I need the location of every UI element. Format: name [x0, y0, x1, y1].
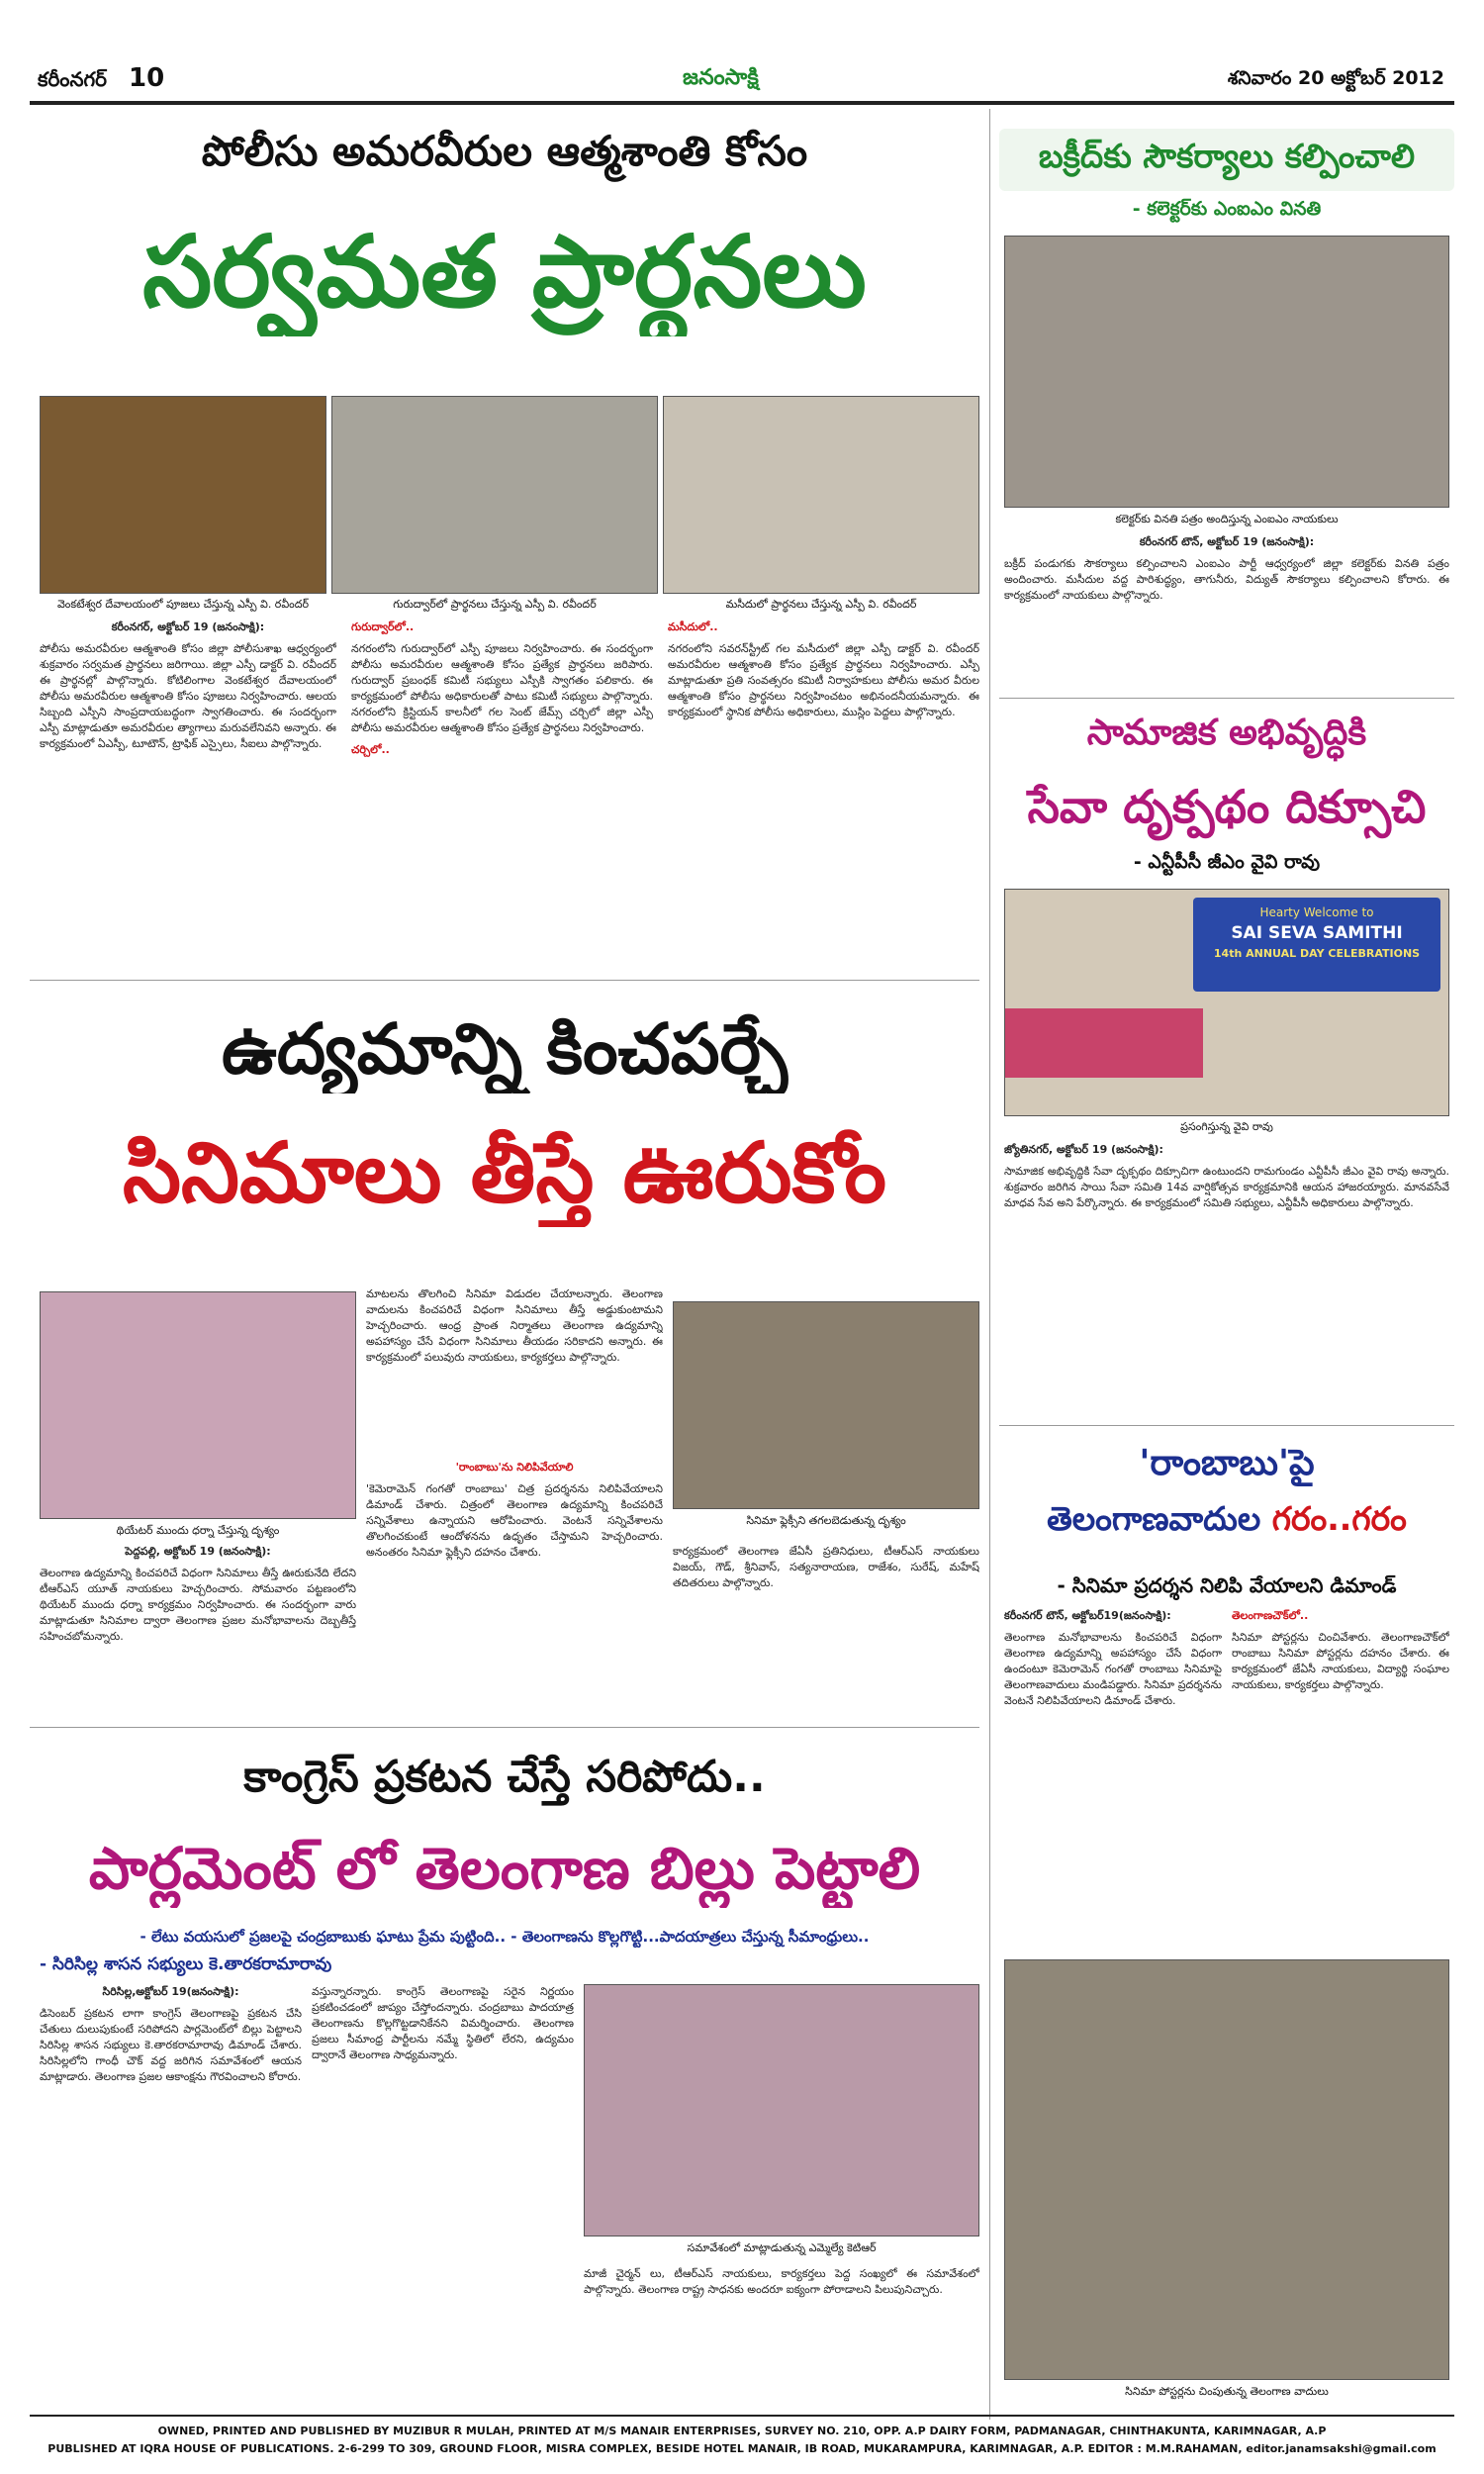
story3-column-1: [40, 1984, 302, 2405]
caption-theatre-dharna: థియేటర్ ముందు ధర్నా చేస్తున్న దృశ్యం: [116, 1524, 280, 1537]
story1-divider: [30, 980, 979, 981]
page-header: [30, 61, 1454, 99]
story2-body-4: కార్యక్రమంలో తెలంగాణ జేఏసీ ప్రతినిధులు, టీఆర్ఎస్ నాయకులు విజయ్, గౌడ్, శ్రీనివాస్, సత్యనారాయణ, రాజేశం, సురేష్, మహేష్ తదితరులు పాల్గొన్నారు.: [673, 1545, 979, 1589]
issue-date: శనివారం 20 అక్టోబర్ 2012: [1227, 67, 1444, 89]
caption-masjid: మసీదులో ప్రార్థనలు చేస్తున్న ఎస్పీ వి. రవీందర్: [725, 598, 917, 611]
footer-rule: [30, 2415, 1454, 2417]
story1-column-2: [351, 619, 653, 971]
photo-theatre-dharna: [40, 1291, 356, 1519]
right2-body: సామాజిక అభివృద్ధికి సేవా దృక్పథం దిక్సూచిగా ఉంటుందని రామగుండం ఎన్టీపీసీ జీఎం వైవి రావు అన్నారు. శుక్రవారం జరిగిన సాయి సేవా సమితి 14వ వార్షికోత్సవ కార్యక్రమానికి ఆయన హాజరయ్యారు. మానవసేవే మాధవ సేవ అని పేర్కొన్నారు. ఈ కార్యక్రమంలో సమితి సభ్యులు, ఎన్టీపీసీ అధికారులు పాల్గొన్నారు.: [1004, 1165, 1449, 1209]
story2-column-3: [366, 1460, 663, 1717]
column-divider: [989, 109, 990, 2420]
right2-headline: సేవా దృక్పథం దిక్సూచి: [1027, 780, 1427, 833]
right1-headline: బక్రీద్‌కు సౌకర్యాలు కల్పించాలి: [999, 129, 1454, 191]
right3-column-1: [1004, 1608, 1222, 1950]
right3-headline-a: 'రాంబాబు'పై: [1139, 1443, 1315, 1483]
story2-body-3: 'కెమెరామెన్ గంగతో రాంబాబు' చిత్ర ప్రదర్శనను నిలిపివేయాలని డిమాండ్ చేశారు. చిత్రంలో తెలంగాణ ఉద్యమాన్ని కించపరిచే సన్నివేశాలు ఉన్నాయని ఆరోపించారు. వెంటనే సన్నివేశాలను తొలగించకుంటే ఆందోళనను ఉధృతం చేస్తామని హెచ్చరించారు. అనంతరం సినిమా ఫ్లెక్సీని దహనం చేశారు.: [366, 1482, 663, 1559]
photo-poster-tearing: [1004, 1959, 1449, 2380]
banner-welcome: Hearty Welcome to: [1259, 905, 1374, 919]
caption-ktr-meeting: సమావేశంలో మాట్లాడుతున్న ఎమ్మెల్యే కెటిఆర్: [687, 2241, 877, 2254]
caption-temple: వెంకటేశ్వర దేవాలయంలో పూజలు చేస్తున్న ఎస్పీ వి. రవీందర్: [56, 598, 310, 611]
photo-collector-memorandum: [1004, 236, 1449, 508]
story2-divider: [30, 1727, 979, 1728]
right3-body-2: సినిమా పోస్టర్లను చించివేశారు. తెలంగాణచౌక్‌లో రాంబాబు సినిమా పోస్టర్లను దహనం చేశారు. ఈ కార్యక్రమంలో జేఏసీ నాయకులు, విద్యార్థి సంఘాల నాయకులు, కార్యకర్తలు పాల్గొన్నారు.: [1232, 1631, 1449, 1691]
masthead: జనంసాక్షి: [683, 65, 759, 90]
right2-kicker: సామాజిక అభివృద్ధికి: [1086, 713, 1367, 753]
story3-body-2: వస్తున్నారన్నారు. కాంగ్రెస్ తెలంగాణపై సరైన నిర్ణయం ప్రకటించడంలో జాప్యం చేస్తోందన్నారు. చంద్రబాబు పాదయాత్ర తెలంగాణను కొల్లగొట్టడానికేనని విమర్శించారు. తెలంగాణ ప్రజలు సీమాంధ్ర పార్టీలను నమ్మే స్థితిలో లేరని, ఉద్యమం ద్వారానే తెలంగాణ సాధ్యమన్నారు.: [312, 1985, 574, 2061]
right2-strap: - ఎన్టీపీసీ జీఎం వైవి రావు: [1133, 851, 1321, 873]
right3-subhead: తెలంగాణచౌక్‌లో..: [1232, 1609, 1309, 1622]
story2-body-2: మాటలను తొలగించి సినిమా విడుదల చేయాలన్నారు. తెలంగాణ వాదులను కించపరిచే విధంగా సినిమాలు తీస్తే అడ్డుకుంటామని హెచ్చరించారు. ఆంధ్ర ప్రాంత నిర్మాతలు తెలంగాణ ఉద్యమాన్ని అపహాస్యం చేసే విధంగా సినిమాలు తీయడం సరికాదని అన్నారు. ఈ కార్యక్రమంలో పలువురు నాయకులు, కార్యకర్తలు పాల్గొన్నారు.: [366, 1287, 663, 1364]
right1-dateline: కరీంనగర్ టౌన్, అక్టోబర్ 19 (జనంసాక్షి):: [1139, 535, 1315, 548]
right3-column-2: [1232, 1608, 1449, 1950]
right3-headline-b1: తెలంగాణవాదుల: [1047, 1499, 1272, 1538]
right2-text: [1004, 1142, 1449, 1414]
photo-flexi-burning: [673, 1301, 979, 1509]
photo-masjid: [663, 396, 979, 594]
story2-subhead: 'రాంబాబు'ను నిలిపివేయాలి: [455, 1461, 574, 1474]
story1-body-3: నగరంలోని సవరన్‌స్ట్రీట్ గల మసీదులో జిల్లా ఎస్పీ డాక్టర్ వి. రవీందర్ అమరవీరుల ఆత్మశాంతి కోసం ప్రత్యేక ప్రార్థనలు నిర్వహించారు. ఎస్పీ మాట్లాడుతూ ప్రతి సంవత్సరం కమిటీ నిర్వాహకులు పోలీసు అమర వీరుల ఆత్మశాంతి కోసం ప్రార్థనలు నిర్వహించటం అభినందనీయమన్నారు. ఈ కార్యక్రమంలో స్థానిక పోలీసు అధికారులు, ముస్లిం పెద్దలు పాల్గొన్నారు.: [668, 642, 979, 718]
story1-kicker: పోలీసు అమరవీరుల ఆత్మశాంతి కోసం: [201, 127, 808, 175]
story3-body-1: డిసెంబర్ ప్రకటన లాగా కాంగ్రెస్ తెలంగాణపై ప్రకటన చేసి చేతులు దులుపుకుంటే సరిపోదని పార్లమెంట్‌లో బిల్లు పెట్టాలని సిరిసిల్ల శాసన సభ్యులు కె.తారకరామారావు డిమాండ్ చేశారు. సిరిసిల్లలోని గాంధీ చౌక్ వద్ద జరిగిన సమావేశంలో ఆయన మాట్లాడారు. తెలంగాణ ప్రజల ఆకాంక్షను గౌరవించాలని కోరారు.: [40, 2007, 302, 2083]
photo-ktr-meeting: [584, 1984, 979, 2236]
story1-subhead-masjid: మసీదులో..: [668, 620, 718, 633]
right1-text: [1004, 534, 1449, 688]
right1-strap: - కలెక్టర్‌కు ఎంఐఎం వినతి: [1132, 198, 1322, 220]
caption-flexi-burning: సినిమా ఫ్లెక్సీని తగలబెడుతున్న దృశ్యం: [746, 1514, 906, 1527]
story2-body-1: తెలంగాణ ఉద్యమాన్ని కించపరిచే విధంగా సినిమాలు తీస్తే ఊరుకునేది లేదని టీఆర్ఎస్ యూత్ నాయకులు హెచ్చరించారు. సోమవారం పట్టణంలోని థియేటర్ ముందు ధర్నా కార్యక్రమం నిర్వహించారు. ఈ సందర్భంగా వారు మాట్లాడుతూ సినిమాల ద్వారా తెలంగాణ ప్రజల మనోభావాలను దెబ్బతీస్తే సహించబోమన్నారు.: [40, 1567, 356, 1643]
story2-kicker: ఉద్యమాన్ని కించపర్చే: [221, 1008, 788, 1090]
right3-body-1: తెలంగాణ మనోభావాలను కించపరిచే విధంగా తెలంగాణ ఉద్యమాన్ని అపహాస్యం చేసే విధంగా ఉందంటూ కెమెరామెన్ గంగతో రాంబాబు సినిమాపై తెలంగాణవాదులు మండిపడ్డారు. సినిమా ప్రదర్శనను వెంటనే నిలిపివేయాలని డిమాండ్ చేశారు.: [1004, 1631, 1222, 1707]
story1-body-1: పోలీసు అమరవీరుల ఆత్మశాంతి కోసం జిల్లా పోలీసుశాఖ ఆధ్వర్యంలో శుక్రవారం సర్వమత ప్రార్థనలు జరిగాయి. జిల్లా ఎస్పీ డాక్టర్ వి. రవీందర్ ఈ ప్రార్థనల్లో పాల్గొన్నారు. కోటిలింగాల వెంకటేశ్వర దేవాలయంలో పోలీసు అమరవీరుల ఆత్మశాంతి కోసం పూజలు నిర్వహించారు. ఆలయ సిబ్బంది ఎస్పీని సాంప్రదాయబద్ధంగా స్వాగతించారు. ఈ సందర్భంగా ఎస్పీ మాట్లాడుతూ అమరవీరుల త్యాగాలు మరువలేనివని అన్నారు. ఈ కార్యక్రమంలో ఏఎస్పీ, టూటౌన్, ట్రాఫిక్ ఎస్సైలు, సీఐలు పాల్గొన్నారు.: [40, 642, 336, 750]
story3-headline: పార్లమెంట్ లో తెలంగాణ బిల్లు పెట్టాలి: [88, 1835, 921, 1902]
right3-dateline: కరీంనగర్ టౌన్, అక్టోబర్19(జనంసాక్షి):: [1004, 1609, 1171, 1622]
story3-byline: - సిరిసిల్ల శాసన సభ్యులు కె.తారకరామారావు: [40, 1954, 332, 1974]
caption-collector-memorandum: కలెక్టర్‌కు వినతి పత్రం అందిస్తున్న ఎంఐఎం నాయకులు: [1115, 513, 1339, 525]
story1-column-3: [668, 619, 979, 971]
photo-temple: [40, 396, 326, 594]
banner-org: SAI SEVA SAMITHI: [1231, 923, 1403, 943]
story3-column-2: [312, 1984, 574, 2405]
story1-dateline: కరీంనగర్, అక్టోబర్ 19 (జనంసాక్షి):: [111, 620, 265, 633]
right3-strap: - సినిమా ప్రదర్శన నిలిపి వేయాలని డిమాండ్: [1057, 1573, 1397, 1597]
photo-gurudwara: [331, 396, 658, 594]
story1-headline: సర్వమత ప్రార్థనలు: [142, 214, 867, 330]
story2-dateline: పెద్దపల్లి, అక్టోబర్ 19 (జనంసాక్షి):: [125, 1545, 271, 1558]
right2-divider: [999, 1425, 1454, 1426]
story1-subhead-gurudwara: గురుద్వార్‌లో..: [351, 620, 415, 633]
right1-body: బక్రీద్ పండుగకు సౌకర్యాలు కల్పించాలని ఎంఐఎం పార్టీ ఆధ్వర్యంలో జిల్లా కలెక్టర్‌కు వినతి పత్రం అందించారు. మసీదుల వద్ద పారిశుద్ధ్యం, తాగునీరు, విద్యుత్ సౌకర్యాలు కల్పించాలని కోరారు. ఈ కార్యక్రమంలో నాయకులు పాల్గొన్నారు.: [1004, 557, 1449, 602]
story2-column-4: [673, 1544, 979, 1717]
story3-body-3: మాజీ చైర్మన్ లు, టీఆర్ఎస్ నాయకులు, కార్యకర్తలు పెద్ద సంఖ్యలో ఈ సమావేశంలో పాల్గొన్నారు. తెలంగాణ రాష్ట్ర సాధనకు అందరూ ఐక్యంగా పోరాడాలని పిలుపునిచ్చారు.: [584, 2267, 979, 2296]
banner-event: 14th ANNUAL DAY CELEBRATIONS: [1213, 947, 1421, 960]
story1-column-1: [40, 619, 336, 971]
footer-imprint-2: PUBLISHED AT IQRA HOUSE OF PUBLICATIONS. 2-6-299 TO 309, GROUND FLOOR, MISRA COMPLEX, BESIDE HOTEL MANAIR, IB ROAD, MUKARAMPURA, KARIMNAGAR, A.P. EDITOR : M.M.RAHAMAN, editor.janamsakshi@gmail.com: [47, 2442, 1437, 2455]
story1-body-2: నగరంలోని గురుద్వార్‌లో ఎస్పీ పూజలు నిర్వహించారు. ఈ సందర్భంగా పోలీసు అమరవీరుల ఆత్మశాంతి కోసం ప్రత్యేక ప్రార్థనలు జరిపారు. గురుద్వార్ ప్రబంధక్ కమిటీ సభ్యులు ఎస్పీకి స్వాగతం పలికారు. ఈ కార్యక్రమంలో పోలీసు అధికారులతో పాటు కమిటీ సభ్యులు పాల్గొన్నారు. నగరంలోని క్రిస్టియన్ కాలనీలో గల సెంట్ జేమ్స్ చర్చిలో జిల్లా ఎస్పీ పోలీసు అమరవీరుల ఆత్మశాంతి కోసం ప్రత్యేక ప్రార్థనలు నిర్వహించారు.: [351, 642, 653, 734]
story3-dateline: సిరిసిల్ల,అక్టోబర్ 19(జనంసాక్షి):: [102, 1985, 239, 1998]
footer-imprint-1: OWNED, PRINTED AND PUBLISHED BY MUZIBUR R MULAH, PRINTED AT M/S MANAIR ENTERPRISES, SURVEY NO. 210, OPP. A.P DAIRY FORM, PADMANAGAR, CHINTHAKUNTA, KARIMNAGAR, A.P: [157, 2425, 1327, 2437]
page-number: 10: [129, 63, 165, 93]
story1-subhead-church: చర్చిలో..: [351, 743, 390, 756]
story2-headline: సినిమాలు తీస్తే ఊరుకోం: [123, 1124, 886, 1221]
story3-kicker: కాంగ్రెస్ ప్రకటన చేస్తే సరిపోదు..: [243, 1752, 766, 1802]
right2-dateline: జ్యోతినగర్, అక్టోబర్ 19 (జనంసాక్షి):: [1004, 1143, 1163, 1156]
event-banner: [1193, 898, 1440, 992]
photo-sai-seva-samithi: [1004, 889, 1449, 1116]
caption-sai-seva-samithi: ప్రసంగిస్తున్న వైవి రావు: [1180, 1120, 1273, 1133]
header-rule: [30, 101, 1454, 105]
right3-headline-b2: గరం..గరం: [1271, 1499, 1407, 1538]
caption-gurudwara: గురుద్వార్‌లో ప్రార్థనలు చేస్తున్న ఎస్పీ వి. రవీందర్: [393, 598, 597, 611]
story3-column-3: [584, 2266, 979, 2405]
right1-divider: [999, 698, 1454, 699]
stage-table: [1005, 1008, 1203, 1078]
story3-strap: - లేటు వయసులో ప్రజలపై చంద్రబాబుకు ఘాటు ప్రేమ పుట్టింది.. - తెలంగాణను కొల్లగొట్టి...పాదయాత్రలు చేస్తున్న సీమాంధ్రులు..: [139, 1928, 870, 1946]
right3-headline-b: [999, 1499, 1454, 1546]
story2-column-2: [366, 1286, 663, 1455]
edition-name: కరీంనగర్: [38, 67, 107, 91]
caption-poster-tearing: సినిమా పోస్టర్లను చింపుతున్న తెలంగాణ వాదులు: [1125, 2385, 1329, 2398]
story2-column-1: [40, 1544, 356, 1717]
